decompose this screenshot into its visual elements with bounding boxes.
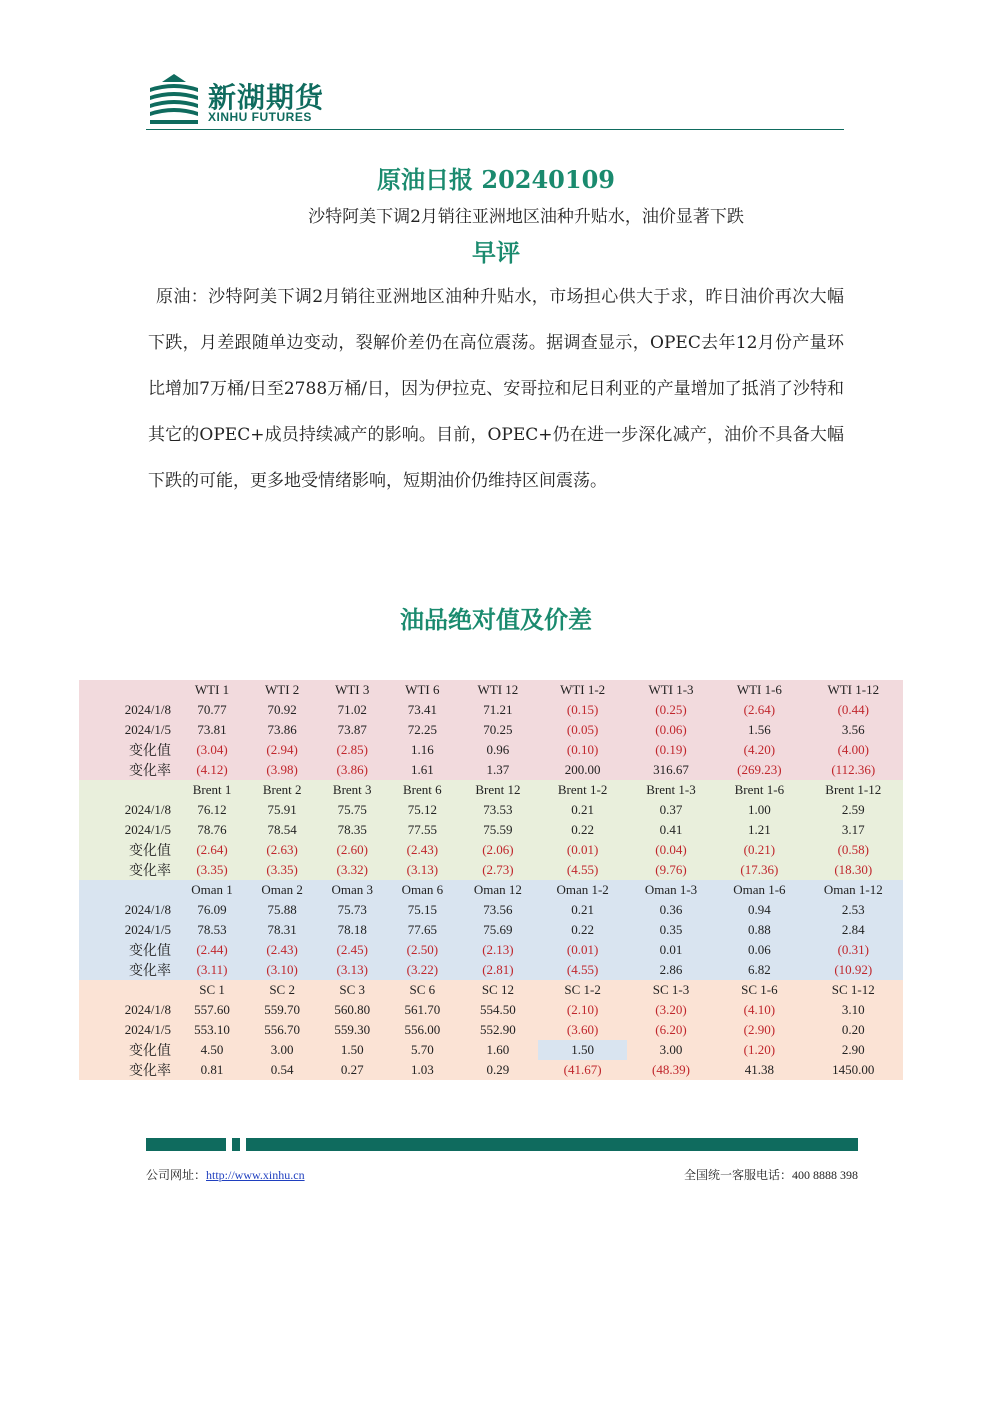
footer-site-link[interactable]: http://www.xinhu.cn: [206, 1168, 305, 1182]
table-cell: 4.50: [177, 1040, 247, 1060]
table-cell: (6.20): [627, 1020, 715, 1040]
table-cell: (4.55): [538, 860, 626, 880]
table-cell: 1.50: [538, 1040, 626, 1060]
table-cell: 2.86: [627, 960, 715, 980]
table-cell: 200.00: [538, 760, 626, 780]
table-cell: (2.45): [317, 940, 387, 960]
footer-bar-segment: [146, 1138, 226, 1151]
table-cell: 0.94: [715, 900, 803, 920]
table-cell: (2.94): [247, 740, 317, 760]
column-header: SC 12: [457, 980, 538, 1000]
footer-phone: 全国统一客服电话：400 8888 398: [683, 1168, 858, 1182]
column-header: Oman 3: [317, 880, 387, 900]
column-header: WTI 1-3: [627, 680, 715, 700]
table-cell: (3.04): [177, 740, 247, 760]
table-cell: (4.20): [715, 740, 803, 760]
table-cell: (18.30): [804, 860, 903, 880]
table-cell: (2.06): [457, 840, 538, 860]
table-cell: 0.36: [627, 900, 715, 920]
column-header: Oman 1-2: [538, 880, 626, 900]
table-cell: (2.44): [177, 940, 247, 960]
table-group-header-wti: [79, 680, 903, 700]
logo-name-en: XINHU FUTURES: [208, 110, 312, 124]
table-row: [79, 740, 903, 760]
oil-spread-table: [79, 680, 903, 1080]
table-cell: 1.37: [457, 760, 538, 780]
table-body: [79, 680, 903, 1080]
table-empty-cell: [79, 980, 177, 1000]
column-header: WTI 1-12: [804, 680, 903, 700]
table-cell: (0.15): [538, 700, 626, 720]
table-cell: 1450.00: [804, 1060, 903, 1080]
table-cell: (2.64): [715, 700, 803, 720]
table-cell: (4.10): [715, 1000, 803, 1020]
table-cell: (3.22): [387, 960, 457, 980]
table-cell: 552.90: [457, 1020, 538, 1040]
table-cell: 1.00: [715, 800, 803, 820]
column-header: Brent 1-12: [804, 780, 903, 800]
logo-name-cn: 新湖期货: [208, 81, 325, 114]
table-cell: (4.00): [804, 740, 903, 760]
table-row: [79, 960, 903, 980]
table-cell: (0.25): [627, 700, 715, 720]
table-cell: 2.53: [804, 900, 903, 920]
table-cell: 556.70: [247, 1020, 317, 1040]
table-cell: 0.88: [715, 920, 803, 940]
table-cell: 70.77: [177, 700, 247, 720]
row-label: 2024/1/5: [79, 920, 177, 940]
table-cell: 0.37: [627, 800, 715, 820]
table-group-header-brent: [79, 780, 903, 800]
column-header: SC 1-12: [804, 980, 903, 1000]
column-header: WTI 6: [387, 680, 457, 700]
column-header: WTI 12: [457, 680, 538, 700]
table-cell: 78.76: [177, 820, 247, 840]
column-header: WTI 1-6: [715, 680, 803, 700]
table-cell: 78.54: [247, 820, 317, 840]
column-header: Oman 2: [247, 880, 317, 900]
table-cell: 0.96: [457, 740, 538, 760]
table-cell: 0.22: [538, 820, 626, 840]
table-row: [79, 1060, 903, 1080]
column-header: SC 2: [247, 980, 317, 1000]
table-cell: (10.92): [804, 960, 903, 980]
table-cell: 554.50: [457, 1000, 538, 1020]
table-cell: (2.10): [538, 1000, 626, 1020]
table-cell: 2.90: [804, 1040, 903, 1060]
column-header: SC 1-3: [627, 980, 715, 1000]
table-cell: 1.61: [387, 760, 457, 780]
table-cell: 559.70: [247, 1000, 317, 1020]
footer-bar-segment: [246, 1138, 858, 1151]
table-cell: (3.13): [387, 860, 457, 880]
table-cell: (48.39): [627, 1060, 715, 1080]
row-label: 2024/1/5: [79, 720, 177, 740]
table-row: [79, 720, 903, 740]
table-row: [79, 920, 903, 940]
table-cell: 71.21: [457, 700, 538, 720]
column-header: SC 1-6: [715, 980, 803, 1000]
table-cell: 0.21: [538, 800, 626, 820]
table-cell: 75.73: [317, 900, 387, 920]
table-row: [79, 820, 903, 840]
table-row: [79, 940, 903, 960]
table-cell: 71.02: [317, 700, 387, 720]
column-header: WTI 3: [317, 680, 387, 700]
table-cell: (0.10): [538, 740, 626, 760]
table-cell: 78.53: [177, 920, 247, 940]
column-header: Oman 12: [457, 880, 538, 900]
footer-site-label: 公司网址：: [146, 1168, 207, 1182]
table-cell: 0.22: [538, 920, 626, 940]
commentary-paragraph: 原油：沙特阿美下调2月销往亚洲地区油种升贴水，市场担心供大于求，昨日油价再次大幅下跌，月差跟随单边变动，裂解价差仍在高位震荡。据调查显示，OPEC去年12月份产量环比增加7万桶/日至2788万桶/日，因为伊拉克、安哥拉和尼日利亚的产量增加了抵消了沙特和其它的OPEC+成员持续减产的影响。目前，OPEC+仍在进一步深化减产，油价不具备大幅下跌的可能，更多地受情绪影响，短期油价仍维持区间震荡。: [148, 287, 844, 491]
table-cell: 76.12: [177, 800, 247, 820]
table-cell: 3.56: [804, 720, 903, 740]
row-label: 变化值: [79, 740, 177, 760]
table-cell: (3.20): [627, 1000, 715, 1020]
table-cell: 1.60: [457, 1040, 538, 1060]
table-cell: 73.56: [457, 900, 538, 920]
table-cell: (2.43): [387, 840, 457, 860]
column-header: WTI 1-2: [538, 680, 626, 700]
table-cell: (1.20): [715, 1040, 803, 1060]
table-cell: (2.63): [247, 840, 317, 860]
xinhu-logo-icon: [146, 74, 202, 126]
table-cell: 75.75: [317, 800, 387, 820]
table-cell: (0.58): [804, 840, 903, 860]
table-cell: (2.50): [387, 940, 457, 960]
table-cell: 76.09: [177, 900, 247, 920]
row-label: 变化值: [79, 840, 177, 860]
row-label: 2024/1/5: [79, 820, 177, 840]
table-cell: 6.82: [715, 960, 803, 980]
table-cell: 75.91: [247, 800, 317, 820]
column-header: Brent 1-2: [538, 780, 626, 800]
table-cell: (2.85): [317, 740, 387, 760]
table-cell: 559.30: [317, 1020, 387, 1040]
table-cell: 5.70: [387, 1040, 457, 1060]
table-cell: 557.60: [177, 1000, 247, 1020]
table-cell: 2.84: [804, 920, 903, 940]
table-cell: 0.54: [247, 1060, 317, 1080]
table-cell: 78.31: [247, 920, 317, 940]
table-cell: 2.59: [804, 800, 903, 820]
table-cell: (3.11): [177, 960, 247, 980]
table-cell: 73.81: [177, 720, 247, 740]
column-header: Oman 1: [177, 880, 247, 900]
table-cell: (269.23): [715, 760, 803, 780]
column-header: Oman 6: [387, 880, 457, 900]
table-cell: 0.27: [317, 1060, 387, 1080]
column-header: WTI 2: [247, 680, 317, 700]
row-label: 变化值: [79, 940, 177, 960]
report-title: 原油日报 20240109: [377, 165, 615, 194]
table-row: [79, 700, 903, 720]
row-label: 2024/1/8: [79, 800, 177, 820]
table-cell: 0.29: [457, 1060, 538, 1080]
table-cell: 316.67: [627, 760, 715, 780]
table-cell: 75.59: [457, 820, 538, 840]
row-label: 变化率: [79, 1060, 177, 1080]
table-cell: (3.98): [247, 760, 317, 780]
table-cell: 1.56: [715, 720, 803, 740]
table-cell: 553.10: [177, 1020, 247, 1040]
table-empty-cell: [79, 780, 177, 800]
footer-bar-segment: [232, 1138, 240, 1151]
table-cell: (0.05): [538, 720, 626, 740]
table-row: [79, 860, 903, 880]
table-cell: 561.70: [387, 1000, 457, 1020]
table-cell: 0.06: [715, 940, 803, 960]
column-header: SC 1: [177, 980, 247, 1000]
table-cell: (2.13): [457, 940, 538, 960]
table-cell: (0.31): [804, 940, 903, 960]
row-label: 2024/1/8: [79, 700, 177, 720]
table-row: [79, 760, 903, 780]
table-row: [79, 1000, 903, 1020]
table-cell: (3.86): [317, 760, 387, 780]
table-cell: 0.20: [804, 1020, 903, 1040]
table-cell: 3.17: [804, 820, 903, 840]
table-cell: 75.88: [247, 900, 317, 920]
table-cell: 77.55: [387, 820, 457, 840]
table-cell: (4.12): [177, 760, 247, 780]
table-empty-cell: [79, 680, 177, 700]
column-header: SC 3: [317, 980, 387, 1000]
table-row: [79, 840, 903, 860]
table-cell: 78.35: [317, 820, 387, 840]
table-cell: 3.00: [247, 1040, 317, 1060]
table-cell: 1.50: [317, 1040, 387, 1060]
column-header: Brent 3: [317, 780, 387, 800]
column-header: Oman 1-12: [804, 880, 903, 900]
table-cell: 1.16: [387, 740, 457, 760]
table-cell: 3.10: [804, 1000, 903, 1020]
row-label: 变化值: [79, 1040, 177, 1060]
table-cell: 75.12: [387, 800, 457, 820]
table-cell: 0.21: [538, 900, 626, 920]
table-cell: (2.73): [457, 860, 538, 880]
table-cell: 0.41: [627, 820, 715, 840]
table-group-header-sc: [79, 980, 903, 1000]
table-cell: 72.25: [387, 720, 457, 740]
table-cell: (3.13): [317, 960, 387, 980]
column-header: Oman 1-3: [627, 880, 715, 900]
row-label: 2024/1/8: [79, 1000, 177, 1020]
column-header: SC 1-2: [538, 980, 626, 1000]
row-label: 变化率: [79, 760, 177, 780]
table-cell: (0.21): [715, 840, 803, 860]
table-cell: 70.25: [457, 720, 538, 740]
table-cell: 77.65: [387, 920, 457, 940]
table-cell: (3.60): [538, 1020, 626, 1040]
table-cell: 41.38: [715, 1060, 803, 1080]
table-cell: (9.76): [627, 860, 715, 880]
table-cell: 75.69: [457, 920, 538, 940]
table-cell: 78.18: [317, 920, 387, 940]
table-cell: (3.35): [177, 860, 247, 880]
table-cell: 1.21: [715, 820, 803, 840]
table-cell: (2.64): [177, 840, 247, 860]
table-cell: (41.67): [538, 1060, 626, 1080]
table-cell: 75.15: [387, 900, 457, 920]
table-row: [79, 800, 903, 820]
column-header: Brent 2: [247, 780, 317, 800]
table-cell: 1.03: [387, 1060, 457, 1080]
table-cell: (3.32): [317, 860, 387, 880]
section-table-heading: 油品绝对值及价差: [400, 605, 592, 634]
table-empty-cell: [79, 880, 177, 900]
table-cell: (0.44): [804, 700, 903, 720]
column-header: Brent 6: [387, 780, 457, 800]
column-header: Brent 1: [177, 780, 247, 800]
row-label: 变化率: [79, 960, 177, 980]
table-cell: (0.04): [627, 840, 715, 860]
table-cell: 556.00: [387, 1020, 457, 1040]
table-cell: 73.41: [387, 700, 457, 720]
table-cell: 73.53: [457, 800, 538, 820]
table-cell: (0.01): [538, 840, 626, 860]
section-morning-heading: 早评: [472, 238, 520, 267]
header-divider: [146, 129, 844, 130]
table-cell: 0.81: [177, 1060, 247, 1080]
table-row: [79, 1040, 903, 1060]
page-header: [146, 72, 844, 132]
column-header: Brent 1-6: [715, 780, 803, 800]
table-cell: (3.10): [247, 960, 317, 980]
column-header: SC 6: [387, 980, 457, 1000]
row-label: 2024/1/8: [79, 900, 177, 920]
table-cell: (0.06): [627, 720, 715, 740]
table-cell: (3.35): [247, 860, 317, 880]
table-cell: (2.81): [457, 960, 538, 980]
table-cell: (17.36): [715, 860, 803, 880]
table-cell: 73.87: [317, 720, 387, 740]
table-cell: (112.36): [804, 760, 903, 780]
table-cell: (2.43): [247, 940, 317, 960]
row-label: 2024/1/5: [79, 1020, 177, 1040]
table-cell: 0.01: [627, 940, 715, 960]
table-cell: (0.01): [538, 940, 626, 960]
column-header: Brent 12: [457, 780, 538, 800]
table-cell: (2.90): [715, 1020, 803, 1040]
report-subtitle: 沙特阿美下调2月销往亚洲地区油种升贴水，油价显著下跌: [308, 207, 744, 227]
table-cell: 0.35: [627, 920, 715, 940]
table-cell: (2.60): [317, 840, 387, 860]
table-group-header-oman: [79, 880, 903, 900]
table-cell: (0.19): [627, 740, 715, 760]
footer-site: [146, 1166, 305, 1183]
column-header: Brent 1-3: [627, 780, 715, 800]
table-cell: 70.92: [247, 700, 317, 720]
table-cell: 560.80: [317, 1000, 387, 1020]
table-row: [79, 1020, 903, 1040]
column-header: Oman 1-6: [715, 880, 803, 900]
table-cell: 3.00: [627, 1040, 715, 1060]
column-header: WTI 1: [177, 680, 247, 700]
table-cell: (4.55): [538, 960, 626, 980]
row-label: 变化率: [79, 860, 177, 880]
table-cell: 73.86: [247, 720, 317, 740]
table-row: [79, 900, 903, 920]
